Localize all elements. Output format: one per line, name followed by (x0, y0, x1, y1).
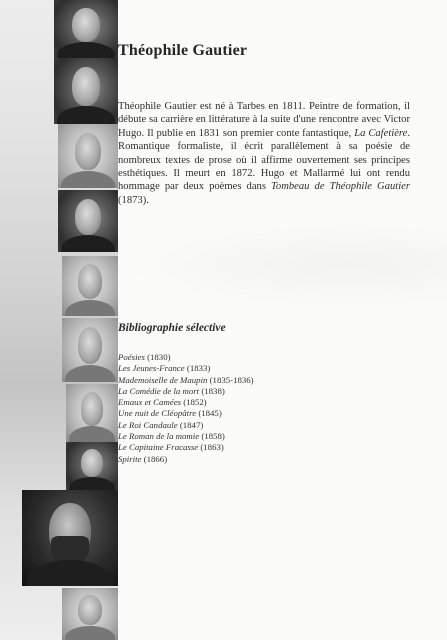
work-year: (1835-1836) (209, 374, 254, 385)
author-portrait (66, 384, 118, 442)
list-item (118, 454, 254, 465)
list-item (118, 363, 254, 374)
author-portrait (54, 0, 118, 58)
work-year: (1833) (186, 363, 211, 374)
work-year: (1845) (198, 408, 222, 419)
author-portrait (54, 58, 118, 124)
work-title: Les Jeunes-France (118, 363, 185, 374)
page-title: Théophile Gautier (118, 42, 248, 59)
list-item (118, 431, 254, 442)
bio-segment: Théophile Gautier est né à Tarbes en 1811. Peintre de formation, il débute sa carrière en littérature à la suite d'une rencontre avec Victor Hugo. Il publie en 1831 son premier conte fantastique, (118, 101, 410, 139)
list-item (118, 420, 254, 431)
bibliography-heading: Bibliographie sélective (118, 322, 226, 334)
gautier-portrait (22, 490, 118, 586)
list-item (118, 442, 254, 453)
work-year: (1830) (147, 352, 171, 362)
work-title: Une nuit de Cléopâtre (118, 408, 197, 419)
portrait-strip (0, 0, 118, 640)
work-title: Mademoiselle de Maupin (118, 374, 208, 385)
author-portrait (62, 318, 118, 382)
work-title: La Comédie de la mort (118, 385, 200, 396)
work-title: Emaux et Camées (118, 397, 182, 408)
work-title: Le Capitaine Fracasse (118, 442, 199, 453)
list-item (118, 352, 254, 363)
bio-segment-title: Tombeau de Théophile Gautier (271, 181, 410, 193)
biography-text (118, 100, 410, 207)
work-title: Poésies (118, 352, 145, 362)
bio-segment-title: La Cafetière (354, 127, 408, 139)
work-year: (1847) (179, 419, 204, 430)
author-portrait (58, 124, 118, 188)
list-item (118, 386, 254, 397)
work-year: (1866) (143, 453, 168, 464)
background-texture (118, 220, 447, 310)
work-year: (1863) (200, 442, 224, 453)
bibliography-list (118, 352, 254, 465)
bio-segment: . Romantique formaliste, il écrit parallèlement à sa poésie de nombreux textes de prose où il affirme ouvertement ses principes esthétiques. Il meurt en 1872. Hugo et Mallarmé lui ont rendu hommage par deux poèmes dans (118, 127, 410, 193)
work-year: (1852) (183, 397, 207, 408)
list-item (118, 397, 254, 408)
author-portrait (66, 442, 118, 490)
author-portrait (62, 256, 118, 316)
list-item (118, 408, 254, 419)
work-year: (1858) (201, 431, 225, 442)
list-item (118, 375, 254, 386)
author-portrait (62, 588, 118, 640)
bio-segment: (1873). (118, 194, 149, 206)
work-title: Spirite (118, 453, 142, 464)
work-title: Le Roman de la momie (118, 431, 200, 442)
work-year: (1838) (201, 385, 225, 396)
work-title: Le Roi Candaule (118, 419, 178, 430)
author-portrait (58, 190, 118, 252)
